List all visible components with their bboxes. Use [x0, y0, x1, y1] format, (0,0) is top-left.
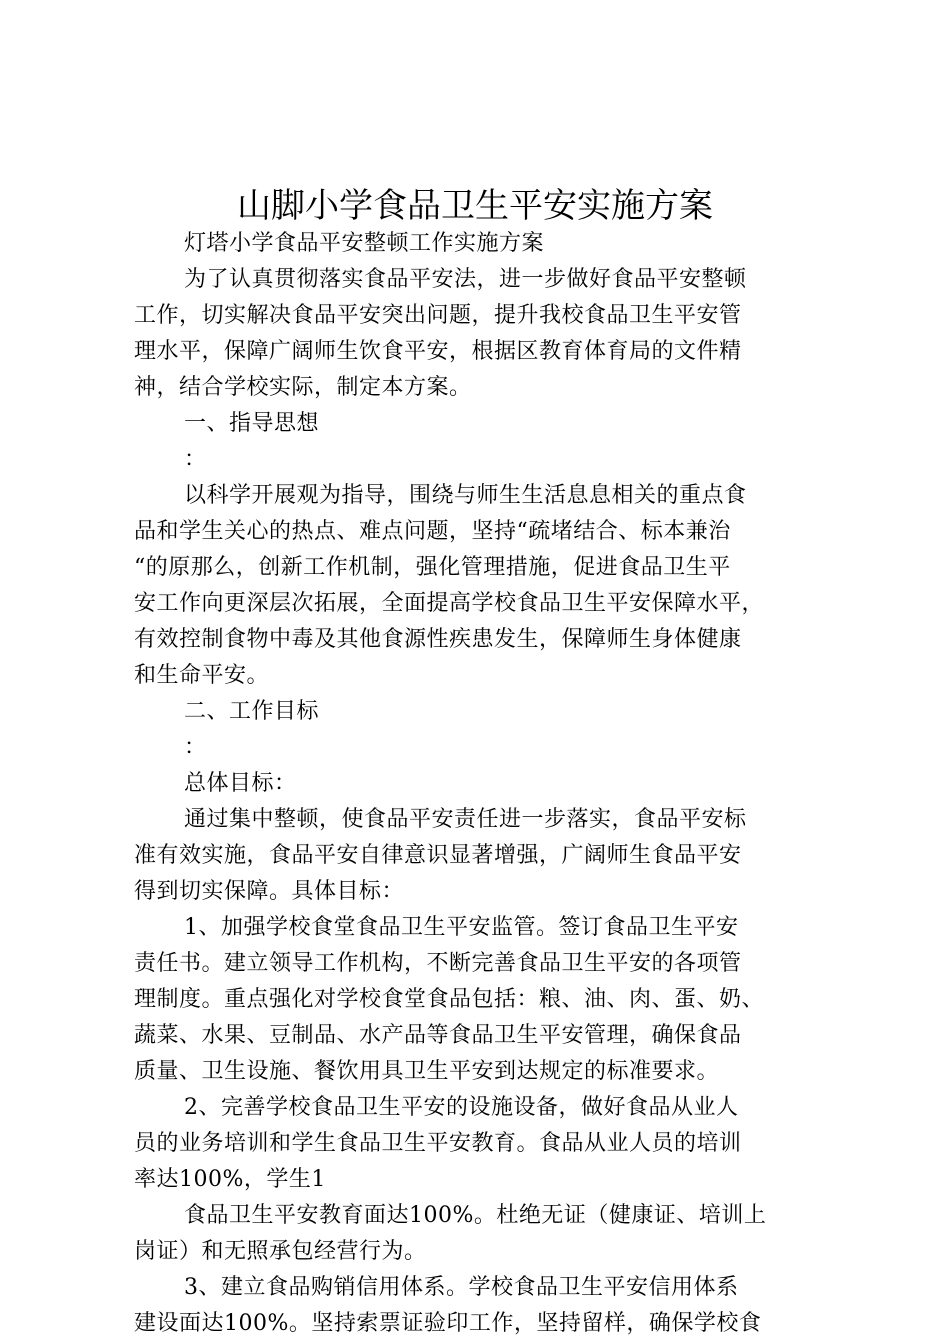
paragraph-line: 安工作向更深层次拓展，全面提高学校食品卫生平安保障水平， [134, 591, 765, 616]
paragraph-line: 有效控制食物中毒及其他食源性疾患发生，保障师生身体健康 [134, 627, 742, 652]
paragraph-line: 神，结合学校实际，制定本方案。 [134, 375, 472, 400]
paragraph-line: 得到切实保障。具体目标： [134, 879, 405, 904]
paragraph-line: 率达100%，学生1 [134, 1167, 326, 1192]
subtitle-line: 灯塔小学食品平安整顿工作实施方案 [184, 231, 545, 256]
paragraph-line: 蔬菜、水果、豆制品、水产品等食品卫生平安管理，确保食品 [134, 1023, 742, 1048]
paragraph-line: 员的业务培训和学生食品卫生平安教育。食品从业人员的培训 [134, 1131, 742, 1156]
paragraph-line: 理制度。重点强化对学校食堂食品包括：粮、油、肉、蛋、奶、 [134, 987, 765, 1012]
paragraph-line: 建设面达100%。坚持索票证验印工作，坚持留样，确保学校食 [134, 1311, 762, 1336]
paragraph-line: 和生命平安。 [134, 663, 270, 688]
paragraph-line: 食品卫生平安教育面达100%。杜绝无证（健康证、培训上 [184, 1203, 767, 1228]
paragraph-line: 质量、卫生设施、餐饮用具卫生平安到达规定的标准要求。 [134, 1059, 720, 1084]
paragraph-line: 3、建立食品购销信用体系。学校食品卫生平安信用体系 [184, 1275, 739, 1300]
paragraph-line: 通过集中整顿，使食品平安责任进一步落实，食品平安标 [184, 807, 747, 832]
section-heading: 二、工作目标 [184, 699, 320, 724]
colon-line: ： [184, 447, 207, 472]
paragraph-line: “的原那么，创新工作机制，强化管理措施，促进食品卫生平 [134, 555, 731, 580]
paragraph-line: 品和学生关心的热点、难点问题，坚持“疏堵结合、标本兼治 [134, 519, 731, 544]
paragraph-line: 总体目标： [184, 771, 297, 796]
paragraph-line: 1、加强学校食堂食品卫生平安监管。签订食品卫生平安 [184, 915, 739, 940]
section-heading: 一、指导思想 [184, 411, 320, 436]
paragraph-line: 准有效实施，食品平安自律意识显著增强，广阔师生食品平安 [134, 843, 742, 868]
paragraph-line: 2、完善学校食品卫生平安的设施设备，做好食品从业人 [184, 1095, 739, 1120]
colon-line: ： [184, 735, 207, 760]
paragraph-line: 为了认真贯彻落实食品平安法，进一步做好食品平安整顿 [184, 267, 747, 292]
paragraph-line: 责任书。建立领导工作机构，不断完善食品卫生平安的各项管 [134, 951, 742, 976]
paragraph-line: 以科学开展观为指导，围绕与师生生活息息相关的重点食 [184, 483, 747, 508]
document-title: 山脚小学食品卫生平安实施方案 [237, 186, 713, 226]
paragraph-line: 岗证）和无照承包经营行为。 [134, 1239, 427, 1264]
paragraph-line: 工作，切实解决食品平安突出问题，提升我校食品卫生平安管 [134, 303, 742, 328]
paragraph-line: 理水平，保障广阔师生饮食平安，根据区教育体育局的文件精 [134, 339, 742, 364]
